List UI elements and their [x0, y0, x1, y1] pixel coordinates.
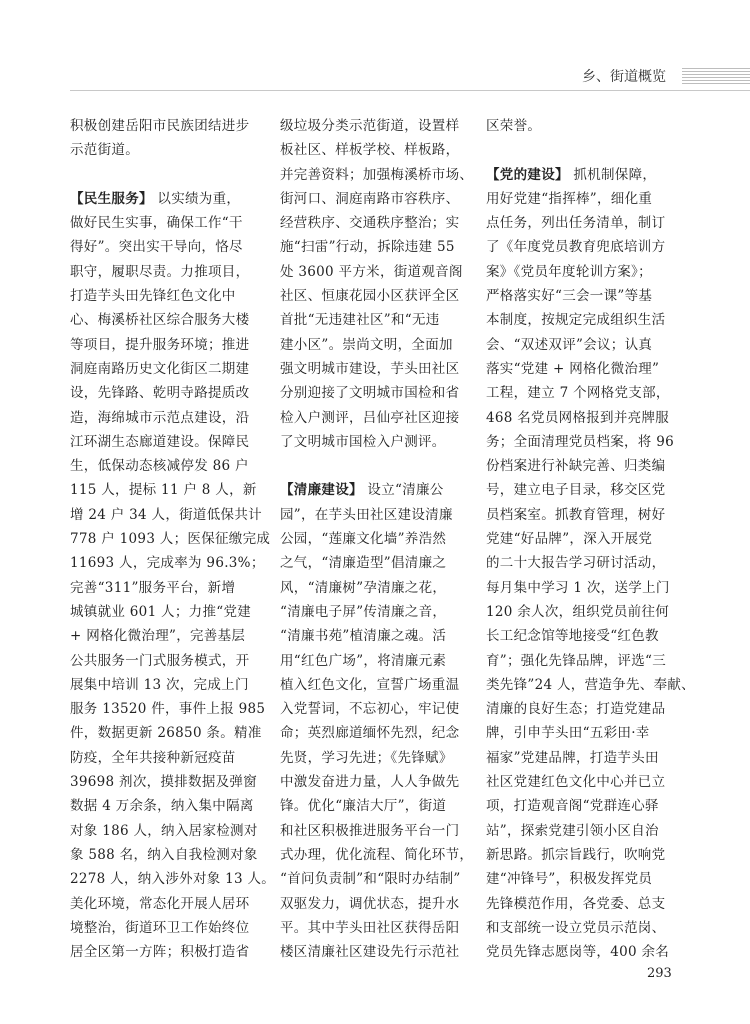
text-line: 468 名党员网格报到并亮牌服 — [486, 409, 670, 426]
text-line: 数据 4 万余条，纳入集中隔离 — [70, 798, 254, 815]
text-line: 案》《党员年度轮训方案》； — [486, 263, 652, 280]
text-line: 用好党建“指挥棒”，细化重 — [486, 190, 653, 207]
text-line: 件，数据更新 26850 条。精准 — [70, 725, 262, 742]
text-column-2 — [280, 114, 474, 964]
text-line: 得好”。突出实干导向，恪尽 — [70, 239, 243, 256]
text-line: 植入红色文化，宣誓广场重温 — [280, 676, 460, 693]
text-line: 了文明城市国检入户测评。 — [280, 433, 446, 450]
text-line: 党员先锋志愿岗等，400 余名 — [486, 944, 670, 961]
running-header-title: 乡、街道概览 — [582, 69, 666, 85]
text-line: 积极创建岳阳市民族团结进步 — [70, 118, 250, 134]
text-line: 首批“无违建社区”和“无违 — [280, 312, 440, 329]
text-line: 115 人，提标 11 户 8 人，新 — [70, 482, 257, 499]
text-line: 落实“党建 + 网格化微治理” — [486, 360, 660, 377]
text-line: 中激发奋进力量，人人争做先 — [280, 774, 460, 791]
text-line: + 网格化微治理”，完善基层 — [70, 628, 246, 645]
text-line: 等项目，提升服务环境；推进 — [70, 336, 250, 353]
page-number: 293 — [647, 966, 672, 981]
text-line: 示范街道。 — [70, 142, 139, 159]
paragraph-gap — [70, 163, 258, 187]
text-line: 做好民生实事，确保工作“干 — [70, 215, 243, 232]
text-line: 份档案进行补缺完善、归类编 — [486, 458, 666, 475]
text-line: 完善“311”服务平台，新增 — [70, 579, 236, 596]
text-line: 境整治，街道环卫工作始终位 — [70, 919, 250, 936]
text-line: 增 24 户 34 人，街道低保共计 — [70, 506, 262, 523]
text-line: 打造芋头田先锋红色文化中 — [70, 288, 236, 305]
section-heading-tag: 【民生服务】 — [70, 190, 153, 207]
text-line: 洞庭南路历史文化街区二期建 — [70, 360, 250, 377]
text-line: 城镇就业 601 人；力推“党建 — [70, 603, 252, 620]
header-rule — [70, 90, 750, 91]
text-line: 心、梅溪桥社区综合服务大楼 — [70, 312, 250, 329]
text-line: 工程，建立 7 个网格党支部， — [486, 385, 670, 402]
text-line: 经营秩序、交通秩序整治；实 — [280, 215, 460, 232]
text-line: 2278 人，纳入涉外对象 13 人。 — [70, 871, 276, 888]
text-line: 强文明城市建设，芋头田社区 — [280, 360, 460, 377]
text-line: 本制度，按规定完成组织生活 — [486, 312, 666, 329]
text-line: 每月集中学习 1 次，送学上门 — [486, 579, 670, 596]
text-line: 双驱发力，调优状态，提升水 — [280, 895, 460, 912]
text-line: 公共服务一门式服务模式，开 — [70, 652, 250, 669]
text-line: 江环湖生态廊道建设。保障民 — [70, 433, 250, 450]
text-line: 区荣誉。 — [486, 118, 542, 134]
text-line: 平。其中芋头田社区获得岳阳 — [280, 919, 460, 936]
text-line: 命；英烈廊道缅怀先烈，纪念 — [280, 725, 460, 742]
text-line: 建小区”。崇尚文明，全面加 — [280, 336, 453, 353]
text-line: 居全区第一方阵；积极打造省 — [70, 944, 250, 961]
paragraph-gap — [280, 454, 468, 478]
text-line: 社区、恒康花园小区获评全区 — [280, 288, 460, 305]
text-line: 锋。优化“廉洁大厅”，街道 — [280, 798, 447, 815]
text-line: 公园，“莲廉文化墙”养浩然 — [280, 531, 447, 548]
text-line: 防疫，全年共接种新冠疫苗 — [70, 749, 236, 766]
section-heading-text: 抓机制保障， — [568, 166, 657, 183]
text-column-1 — [70, 114, 276, 964]
text-line: 楼区清廉社区建设先行示范社 — [280, 944, 460, 961]
header-decoration-stripes — [682, 68, 750, 84]
text-line: 式办理，优化流程、简化环节， — [280, 846, 474, 863]
text-line: 会、“双述双评”会议；认真 — [486, 336, 653, 353]
text-line: 站”，探索党建引领小区自治 — [486, 822, 659, 839]
section-heading-tag: 【清廉建设】 — [280, 482, 363, 499]
text-line: 育”；强化先锋品牌，评选“三 — [486, 652, 667, 669]
text-line: 级垃圾分类示范街道，设置样 — [280, 118, 460, 134]
section-heading-text: 设立“清廉公 — [362, 482, 444, 499]
text-line: 职守，履职尽责。力推项目， — [70, 263, 250, 280]
text-line: 类先锋”24 人，营造争先、奉献、 — [486, 676, 695, 693]
text-line: 服务 13520 件，事件上报 985 — [70, 701, 266, 718]
text-line: 和社区积极推进服务平台一门 — [280, 822, 460, 839]
text-line: 之气，“清廉造型”倡清廉之 — [280, 555, 447, 572]
text-line: 并完善资料；加强梅溪桥市场、 — [280, 166, 474, 183]
text-line: 风，“清廉树”孕清廉之花， — [280, 579, 447, 596]
text-line: 号，建立电子目录，移交区党 — [486, 482, 666, 499]
text-line: 先锋模范作用，各党委、总支 — [486, 895, 666, 912]
text-line: 牌，引申芋头田“五彩田·幸 — [486, 725, 650, 742]
text-line: 长工纪念馆等地接受“红色教 — [486, 628, 659, 645]
paragraph-gap — [486, 138, 674, 162]
text-line: “清廉书苑”植清廉之魂。活 — [280, 628, 447, 645]
text-line: 39698 剂次，摸排数据及弹窗 — [70, 774, 258, 791]
text-line: 严格落实好“三会一课”等基 — [486, 288, 653, 305]
text-line: 11693 人，完成率为 96.3%； — [70, 555, 265, 572]
text-line: 务；全面清理党员档案，将 96 — [486, 433, 674, 450]
text-line: 点任务，列出任务清单，制订 — [486, 215, 666, 232]
text-line: 设，先锋路、乾明寺路提质改 — [70, 385, 250, 402]
text-line: 清廉的良好生态；打造党建品 — [486, 701, 666, 718]
text-line: 建“冲锋号”，积极发挥党员 — [486, 871, 653, 888]
text-line: 展集中培训 13 次，完成上门 — [70, 676, 249, 693]
text-line: 生，低保动态核减停发 86 户 — [70, 458, 249, 475]
text-line: 造，海绵城市示范点建设，沿 — [70, 409, 250, 426]
text-line: 员档案室。抓教育管理，树好 — [486, 506, 666, 523]
text-line: “清廉电子屏”传清廉之音， — [280, 603, 447, 620]
text-line — [280, 478, 468, 502]
section-heading-tag: 【党的建设】 — [486, 166, 569, 183]
text-line: 对象 186 人，纳入居家检测对 — [70, 822, 258, 839]
text-line: 处 3600 平方米，街道观音阁 — [280, 263, 463, 280]
text-column-3 — [486, 114, 695, 964]
text-line: 象 588 名，纳入自我检测对象 — [70, 846, 258, 863]
text-line: 项，打造观音阁“党群连心驿 — [486, 798, 659, 815]
text-line: 检入户测评，吕仙亭社区迎接 — [280, 409, 460, 426]
text-line: 和支部统一设立党员示范岗、 — [486, 919, 666, 936]
text-line: 板社区、样板学校、样板路， — [280, 142, 460, 159]
text-line: 先贤，学习先进；《先锋赋》 — [280, 749, 453, 766]
text-line: 园”，在芋头田社区建设清廉 — [280, 506, 453, 523]
text-line: 的二十大报告学习研讨活动， — [486, 555, 666, 572]
text-line: 新思路。抓宗旨践行，吹响党 — [486, 846, 666, 863]
text-line: “首问负责制”和“限时办结制” — [280, 871, 461, 888]
text-line: 778 户 1093 人；医保征缴完成 — [70, 531, 271, 548]
text-line: 了《年度党员教育兜底培训方 — [486, 239, 666, 256]
section-heading-text: 以实绩为重， — [152, 190, 241, 207]
text-line — [70, 187, 258, 211]
text-line: 福家”党建品牌，打造芋头田 — [486, 749, 659, 766]
text-line: 入党誓词，不忘初心，牢记使 — [280, 701, 460, 718]
text-line: 分别迎接了文明城市国检和省 — [280, 385, 460, 402]
text-line: 施“扫雷”行动，拆除违建 55 — [280, 239, 455, 256]
text-line: 社区党建红色文化中心并已立 — [486, 774, 666, 791]
text-line: 用“红色广场”，将清廉元素 — [280, 652, 447, 669]
text-line: 党建“好品牌”，深入开展党 — [486, 531, 653, 548]
text-line: 美化环境，常态化开展人居环 — [70, 895, 250, 912]
text-line: 120 余人次，组织党员前往何 — [486, 603, 670, 620]
text-line — [486, 163, 674, 187]
text-line: 街河口、洞庭南路市容秩序、 — [280, 190, 460, 207]
